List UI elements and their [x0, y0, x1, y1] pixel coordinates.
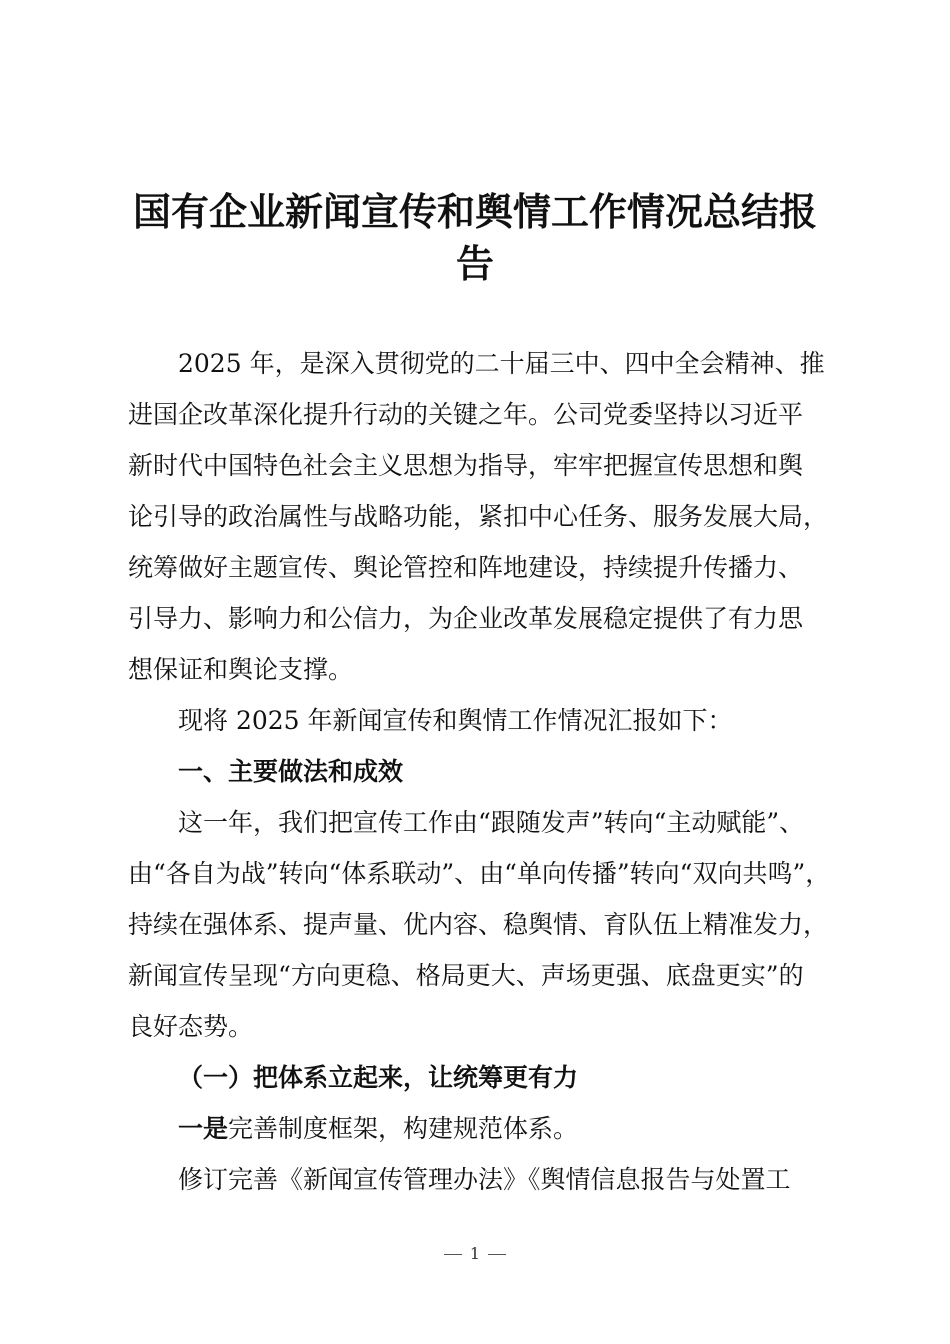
paragraph-line: 论引导的政治属性与战略功能，紧扣中心任务、服务发展大局， — [128, 502, 829, 531]
subsection-heading: （一）把体系立起来，让统筹更有力 — [178, 1063, 579, 1092]
lead-label: 一是 — [178, 1114, 229, 1143]
paragraph-line: 修订完善《新闻宣传管理办法》《舆情信息报告与处置工 — [178, 1165, 791, 1194]
paragraph-line: 持续在强体系、提声量、优内容、稳舆情、育队伍上精准发力， — [128, 910, 829, 939]
paragraph-line: 现将 2025 年新闻宣传和舆情工作情况汇报如下： — [178, 706, 733, 735]
paragraph-line: 良好态势。 — [128, 1012, 254, 1041]
paragraph-line: 进国企改革深化提升行动的关键之年。公司党委坚持以习近平 — [128, 400, 804, 429]
document-body — [128, 338, 850, 1205]
paragraph-line: 由“各自为战”转向“体系联动”、由“单向传播”转向“双向共鸣”， — [128, 859, 831, 888]
lead-paragraph — [128, 1103, 850, 1154]
page-number: 1 — [469, 1244, 481, 1263]
paragraph-line: 引导力、影响力和公信力，为企业改革发展稳定提供了有力思 — [128, 604, 804, 633]
footer-dash — [444, 1254, 462, 1255]
section-heading: 一、主要做法和成效 — [178, 757, 404, 786]
paragraph-line: 新时代中国特色社会主义思想为指导，牢牢把握宣传思想和舆 — [128, 451, 804, 480]
paragraph-line: 这一年，我们把宣传工作由“跟随发声”转向“主动赋能”、 — [178, 808, 805, 837]
document-title: 国有企业新闻宣传和舆情工作情况总结报告 — [132, 190, 817, 286]
page-footer — [0, 1244, 950, 1263]
paragraph-line: 想保证和舆论支撑。 — [128, 655, 354, 684]
lead-text: 完善制度框架，构建规范体系。 — [228, 1114, 579, 1143]
paragraph-line: 2025 年，是深入贯彻党的二十届三中、四中全会精神、推 — [178, 349, 825, 378]
paragraph-line: 新闻宣传呈现“方向更稳、格局更大、声场更强、底盘更实”的 — [128, 961, 804, 990]
paragraph-line: 统筹做好主题宣传、舆论管控和阵地建设，持续提升传播力、 — [128, 553, 804, 582]
footer-dash — [488, 1254, 506, 1255]
